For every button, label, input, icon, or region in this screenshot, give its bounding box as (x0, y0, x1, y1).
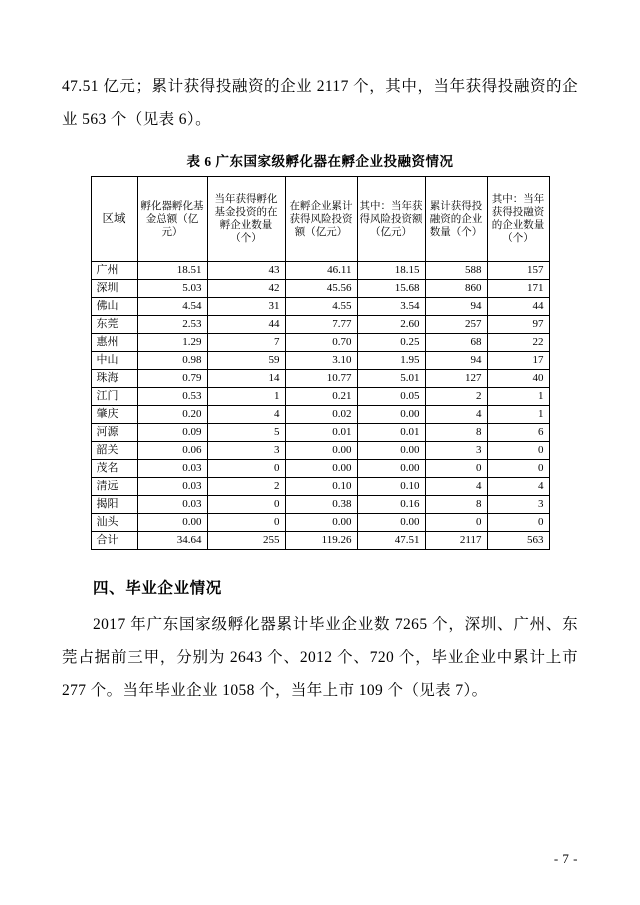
cell-financed-count-current-year: 40 (487, 370, 549, 388)
table-header-row (91, 177, 549, 262)
cell-region: 肇庆 (91, 406, 137, 424)
table-row (91, 316, 549, 334)
cell-financed-count: 127 (425, 370, 487, 388)
cell-fund-total: 0.20 (137, 406, 207, 424)
cell-vc-cumulative: 4.55 (285, 298, 357, 316)
cell-financed-count: 588 (425, 262, 487, 280)
cell-fund-total: 2.53 (137, 316, 207, 334)
column-header-financed-count: 累计获得投融资的企业数量（个） (425, 177, 487, 262)
investment-financing-table (91, 176, 550, 550)
cell-financed-count-current-year: 22 (487, 334, 549, 352)
cell-fund-total: 0.79 (137, 370, 207, 388)
cell-vc-current-year: 15.68 (357, 280, 425, 298)
column-header-region: 区域 (91, 177, 137, 262)
table-row (91, 442, 549, 460)
table-row (91, 334, 549, 352)
cell-vc-cumulative-sum: 119.26 (285, 532, 357, 550)
cell-fund-total-sum: 34.64 (137, 532, 207, 550)
column-header-vc-cumulative: 在孵企业累计获得风险投资额（亿元） (285, 177, 357, 262)
cell-vc-cumulative: 0.01 (285, 424, 357, 442)
cell-fund-invested-count: 3 (207, 442, 285, 460)
cell-vc-cumulative: 0.10 (285, 478, 357, 496)
table-total-row (91, 532, 549, 550)
cell-financed-count-current-year: 171 (487, 280, 549, 298)
cell-fund-invested-count-sum: 255 (207, 532, 285, 550)
table-row (91, 370, 549, 388)
cell-region: 广州 (91, 262, 137, 280)
column-header-vc-current-year: 其中：当年获得风险投资额（亿元） (357, 177, 425, 262)
cell-region: 惠州 (91, 334, 137, 352)
cell-financed-count: 0 (425, 460, 487, 478)
cell-vc-current-year: 0.10 (357, 478, 425, 496)
cell-financed-count: 8 (425, 496, 487, 514)
cell-region: 揭阳 (91, 496, 137, 514)
table-row (91, 406, 549, 424)
cell-financed-count-current-year: 6 (487, 424, 549, 442)
cell-region: 中山 (91, 352, 137, 370)
cell-fund-invested-count: 2 (207, 478, 285, 496)
cell-financed-count: 3 (425, 442, 487, 460)
cell-vc-cumulative: 10.77 (285, 370, 357, 388)
cell-fund-total: 1.29 (137, 334, 207, 352)
cell-fund-total: 18.51 (137, 262, 207, 280)
cell-fund-total: 0.06 (137, 442, 207, 460)
cell-fund-total: 0.53 (137, 388, 207, 406)
cell-fund-invested-count: 5 (207, 424, 285, 442)
table-row (91, 298, 549, 316)
intro-paragraph: 47.51 亿元；累计获得投融资的企业 2117 个，其中，当年获得投融资的企业 563 个（见表 6）。 (62, 78, 578, 128)
cell-region: 清远 (91, 478, 137, 496)
cell-fund-total: 0.03 (137, 478, 207, 496)
cell-vc-current-year: 0.00 (357, 442, 425, 460)
table-row (91, 262, 549, 280)
cell-financed-count: 0 (425, 514, 487, 532)
cell-financed-count: 4 (425, 478, 487, 496)
cell-fund-total: 0.00 (137, 514, 207, 532)
cell-financed-count: 860 (425, 280, 487, 298)
cell-vc-cumulative: 0.00 (285, 442, 357, 460)
cell-financed-count: 94 (425, 352, 487, 370)
cell-vc-current-year-sum: 47.51 (357, 532, 425, 550)
cell-vc-current-year: 0.05 (357, 388, 425, 406)
cell-fund-total: 0.03 (137, 460, 207, 478)
cell-fund-invested-count: 42 (207, 280, 285, 298)
cell-financed-count-current-year: 17 (487, 352, 549, 370)
cell-vc-cumulative: 46.11 (285, 262, 357, 280)
cell-fund-total: 0.09 (137, 424, 207, 442)
cell-financed-count: 94 (425, 298, 487, 316)
section-heading: 四、毕业企业情况 (93, 580, 222, 597)
cell-region: 茂名 (91, 460, 137, 478)
cell-financed-count: 4 (425, 406, 487, 424)
cell-fund-invested-count: 14 (207, 370, 285, 388)
table-header (91, 177, 549, 262)
cell-vc-cumulative: 3.10 (285, 352, 357, 370)
table-row (91, 424, 549, 442)
cell-financed-count-current-year: 0 (487, 442, 549, 460)
cell-financed-count-current-year: 44 (487, 298, 549, 316)
cell-financed-count-current-year: 1 (487, 388, 549, 406)
cell-vc-current-year: 0.00 (357, 514, 425, 532)
cell-financed-count-current-year: 1 (487, 406, 549, 424)
cell-financed-count-current-year: 157 (487, 262, 549, 280)
page-number: - 7 - (553, 851, 578, 866)
cell-financed-count-sum: 2117 (425, 532, 487, 550)
section-body-paragraph: 2017 年广东国家级孵化器累计毕业企业数 7265 个，深圳、广州、东莞占据前三甲，分别为 2643 个、2012 个、720 个，毕业企业中累计上市 277 个。当年毕业企业 1058 个，当年上市 109 个（见表 7）。 (62, 616, 578, 699)
column-header-financed-count-current-year: 其中：当年获得投融资的企业数量（个） (487, 177, 549, 262)
cell-vc-cumulative: 7.77 (285, 316, 357, 334)
cell-vc-current-year: 0.00 (357, 406, 425, 424)
cell-vc-cumulative: 45.56 (285, 280, 357, 298)
cell-vc-cumulative: 0.70 (285, 334, 357, 352)
cell-financed-count: 8 (425, 424, 487, 442)
cell-fund-invested-count: 0 (207, 460, 285, 478)
table-row (91, 514, 549, 532)
table-row (91, 352, 549, 370)
cell-vc-current-year: 5.01 (357, 370, 425, 388)
cell-vc-cumulative: 0.00 (285, 460, 357, 478)
table-caption: 表 6 广东国家级孵化器在孵企业投融资情况 (186, 154, 454, 169)
cell-fund-total: 0.03 (137, 496, 207, 514)
cell-region-total: 合计 (91, 532, 137, 550)
table-row (91, 388, 549, 406)
cell-financed-count-current-year: 0 (487, 460, 549, 478)
cell-region: 河源 (91, 424, 137, 442)
cell-vc-current-year: 2.60 (357, 316, 425, 334)
cell-vc-current-year: 0.25 (357, 334, 425, 352)
cell-fund-total: 4.54 (137, 298, 207, 316)
cell-financed-count-current-year: 0 (487, 514, 549, 532)
table-body (91, 262, 549, 550)
column-header-fund-invested-count: 当年获得孵化基金投资的在孵企业数量（个） (207, 177, 285, 262)
table-row (91, 496, 549, 514)
cell-fund-total: 0.98 (137, 352, 207, 370)
column-header-fund-total: 孵化器孵化基金总额（亿元） (137, 177, 207, 262)
cell-region: 深圳 (91, 280, 137, 298)
cell-fund-invested-count: 4 (207, 406, 285, 424)
cell-region: 江门 (91, 388, 137, 406)
cell-vc-current-year: 1.95 (357, 352, 425, 370)
cell-vc-current-year: 18.15 (357, 262, 425, 280)
cell-fund-invested-count: 44 (207, 316, 285, 334)
cell-region: 佛山 (91, 298, 137, 316)
table-row (91, 280, 549, 298)
cell-fund-invested-count: 0 (207, 514, 285, 532)
table-row (91, 478, 549, 496)
cell-fund-invested-count: 1 (207, 388, 285, 406)
cell-fund-invested-count: 43 (207, 262, 285, 280)
cell-region: 韶关 (91, 442, 137, 460)
table-row (91, 460, 549, 478)
cell-vc-cumulative: 0.00 (285, 514, 357, 532)
cell-fund-invested-count: 0 (207, 496, 285, 514)
cell-fund-invested-count: 31 (207, 298, 285, 316)
cell-fund-invested-count: 59 (207, 352, 285, 370)
cell-financed-count-current-year-sum: 563 (487, 532, 549, 550)
cell-financed-count-current-year: 97 (487, 316, 549, 334)
cell-vc-current-year: 3.54 (357, 298, 425, 316)
cell-region: 汕头 (91, 514, 137, 532)
cell-fund-invested-count: 7 (207, 334, 285, 352)
cell-financed-count-current-year: 4 (487, 478, 549, 496)
cell-vc-current-year: 0.16 (357, 496, 425, 514)
cell-financed-count: 257 (425, 316, 487, 334)
cell-financed-count: 68 (425, 334, 487, 352)
cell-vc-current-year: 0.00 (357, 460, 425, 478)
cell-vc-cumulative: 0.02 (285, 406, 357, 424)
cell-financed-count-current-year: 3 (487, 496, 549, 514)
cell-vc-current-year: 0.01 (357, 424, 425, 442)
cell-region: 东莞 (91, 316, 137, 334)
cell-region: 珠海 (91, 370, 137, 388)
cell-financed-count: 2 (425, 388, 487, 406)
cell-fund-total: 5.03 (137, 280, 207, 298)
cell-vc-cumulative: 0.38 (285, 496, 357, 514)
cell-vc-cumulative: 0.21 (285, 388, 357, 406)
